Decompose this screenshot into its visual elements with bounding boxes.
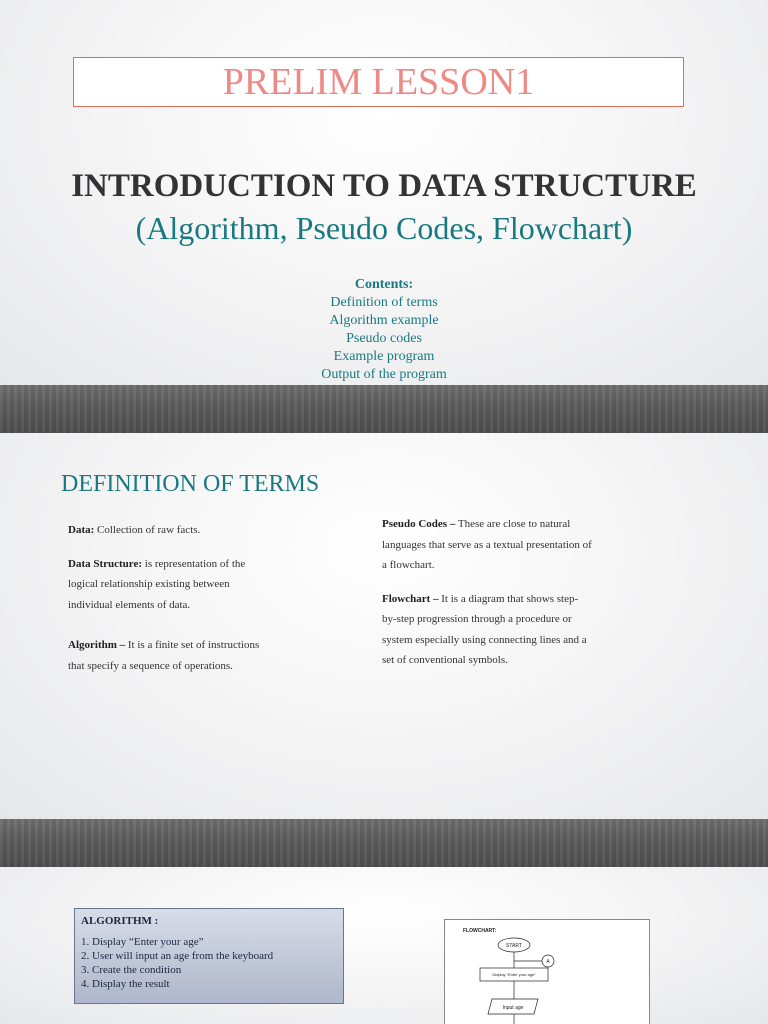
definition-text: Collection of raw facts.	[94, 524, 201, 536]
contents-list	[0, 276, 768, 384]
algorithm-title: ALGORITHM :	[81, 915, 159, 927]
title-box	[73, 57, 684, 107]
slide-1	[0, 0, 768, 385]
definition-data	[68, 520, 268, 541]
definition-text: It is a finite set of instructions that specify a sequence of operations.	[68, 639, 260, 672]
algorithm-step: 3. Create the condition	[81, 964, 182, 976]
algorithm-box	[74, 908, 344, 1004]
definitions-left-column	[68, 520, 268, 689]
slide-divider-band	[0, 819, 768, 867]
definition-pseudo-codes	[382, 514, 592, 576]
contents-item: Definition of terms	[330, 295, 438, 310]
definition-term: Pseudo Codes –	[382, 518, 456, 530]
contents-title: Contents:	[354, 277, 414, 292]
definition-data-structure	[68, 554, 268, 616]
definition-term: Data:	[68, 524, 95, 536]
flowchart-thumbnail	[444, 919, 650, 1024]
definitions-title: DEFINITION OF TERMS	[61, 471, 320, 497]
sub-heading: (Algorithm, Pseudo Codes, Flowchart)	[135, 210, 633, 246]
definition-text: It is a diagram that shows step-by-step progression through a procedure or system especially using connecting lines and a set of conventional symbols.	[382, 592, 587, 666]
contents-item: Algorithm example	[329, 313, 439, 328]
definition-term: Algorithm –	[68, 639, 126, 651]
flowchart-diagram	[445, 920, 649, 1024]
main-heading: INTRODUCTION TO DATA STRUCTURE	[71, 168, 697, 204]
algorithm-step: 4. Display the result	[81, 978, 170, 990]
algorithm-step: 2. User will input an age from the keyboard	[81, 950, 274, 962]
flowchart-input-text: Input age	[502, 1005, 524, 1011]
definition-text: is representation of the logical relationship existing between individual elements of data.	[68, 557, 246, 611]
contents-item: Pseudo codes	[346, 331, 422, 346]
definition-algorithm	[68, 635, 268, 676]
definition-flowchart	[382, 589, 592, 671]
definition-text: These are close to natural languages that serve as a textual presentation of a flowchart.	[382, 518, 592, 571]
slide-2	[0, 433, 768, 819]
algorithm-step: 1. Display “Enter your age”	[81, 936, 204, 948]
contents-item: Example program	[333, 349, 435, 364]
flowchart-connector-a-text: A	[546, 959, 550, 965]
flowchart-display-text: Display “Enter your age”	[492, 972, 536, 977]
flowchart-start-text: START	[506, 943, 522, 949]
definition-term: Flowchart –	[382, 592, 439, 605]
slide-title: PRELIM LESSON1	[222, 61, 535, 103]
definition-term: Data Structure:	[68, 557, 143, 570]
flowchart-label: FLOWCHART:	[463, 928, 497, 934]
slide-divider-band	[0, 385, 768, 433]
definitions-right-column	[382, 514, 592, 684]
slide-3	[0, 867, 768, 1024]
contents-item: Output of the program	[321, 367, 447, 382]
